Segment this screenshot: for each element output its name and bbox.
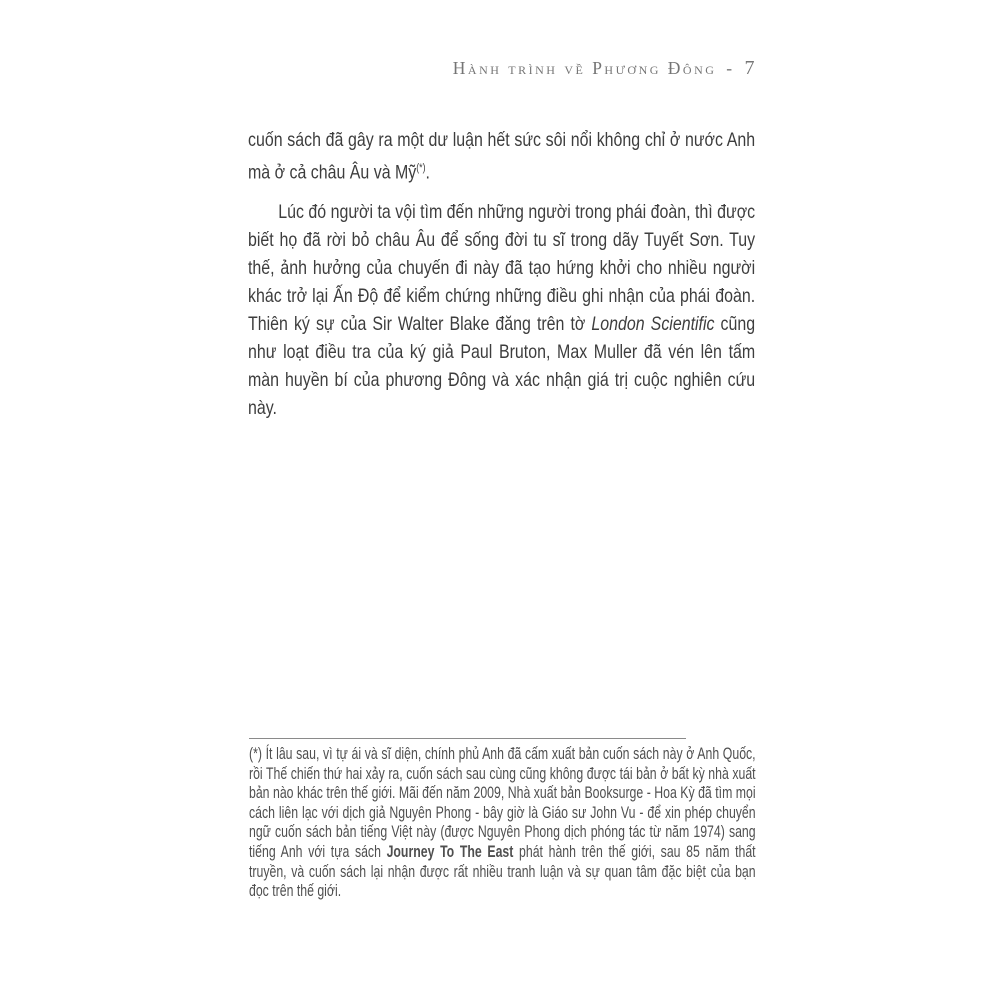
- body-text: [248, 126, 755, 422]
- text-segment: phát hành trên thế giới, sau 85 năm thất truyền, và cuốn sách lại nhận được rất nhiều tranh luận và sự quan tâm đặc biệt của bạn đọc trên thế giới.: [249, 842, 756, 901]
- superscript-text-segment: (*): [416, 162, 426, 174]
- page-number: 7: [744, 57, 755, 79]
- text-segment: cũng như loạt điều tra của ký giả Paul Bruton, Max Muller đã vén lên tấm màn huyền bí của phương Đông và xác nhận giá trị cuộc nghiên cứu này.: [248, 312, 756, 419]
- bold-text-segment: Journey To The East: [386, 842, 514, 861]
- footnote-block: [249, 738, 929, 902]
- footnote-paragraph: [249, 745, 756, 902]
- text-segment: (*) Ít lâu sau, vì tự ái và sĩ diện, chính phủ Anh đã cấm xuất bản cuốn sách này ở Anh Quốc, rồi Thế chiến thứ hai xảy ra, cuốn sách sau cùng cũng không được tái bản ở bất kỳ nhà xuất bản nào khác trên thế giới. Mãi đến năm 2009, Nhà xuất bản Booksurge - Hoa Kỳ đã tìm mọi cách liên lạc với dịch giả Nguyên Phong - bây giờ là Giáo sư John Vu - để xin phép chuyển ngữ cuốn sách bản tiếng Việt này (được Nguyên Phong dịch phóng tác từ năm 1974) sang tiếng Anh với tựa sách: [249, 745, 756, 861]
- running-header-title: Hành trình về Phương Đông: [452, 58, 717, 78]
- footnote-text: [249, 745, 756, 902]
- paragraph: [248, 126, 755, 187]
- paragraph: [248, 198, 755, 422]
- text-segment: cuốn sách đã gây ra một dư luận hết sức sôi nổi không chỉ ở nước Anh mà ở cả châu Âu và Mỹ: [248, 129, 756, 184]
- italic-text-segment: London Scientific: [591, 312, 715, 335]
- running-header-separator: -: [726, 58, 735, 78]
- footnote-divider: [249, 738, 686, 739]
- running-header: [248, 57, 755, 80]
- text-segment: .: [425, 161, 430, 184]
- text-segment: Lúc đó người ta vội tìm đến những người trong phái đoàn, thì được biết họ đã rời bỏ châu Âu để sống đời tu sĩ trong dãy Tuyết Sơn. Tuy thế, ảnh hưởng của chuyến đi này đã tạo hứng khởi cho nhiều người khác trở lại Ấn Độ để kiểm chứng những điều ghi nhận của phái đoàn. Thiên ký sự của Sir Walter Blake đăng trên tờ: [248, 200, 756, 335]
